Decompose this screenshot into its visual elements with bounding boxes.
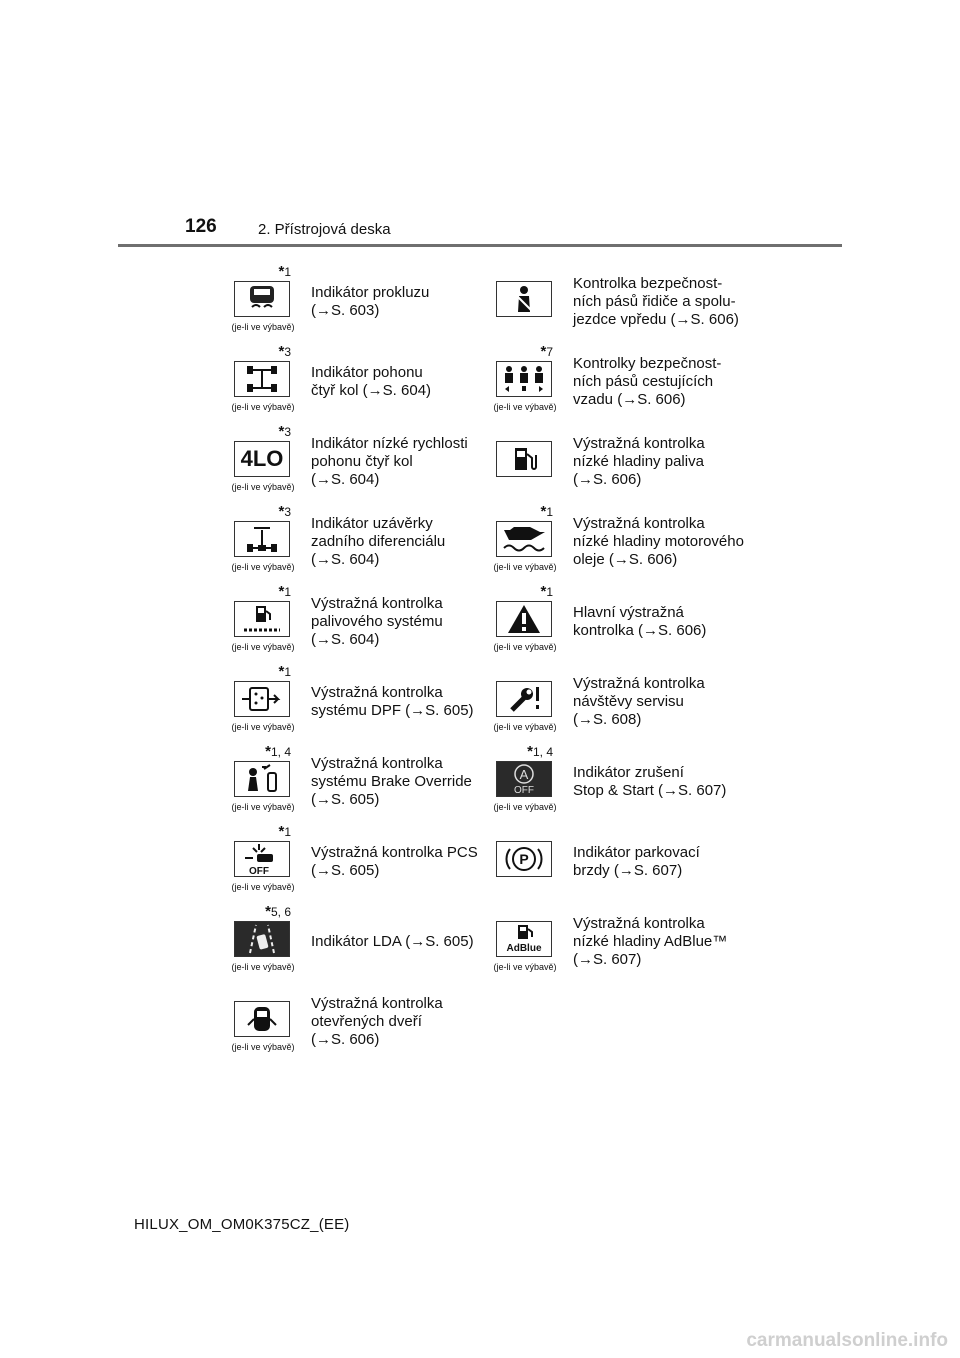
availability-note: (je-li ve výbavě) [231,402,295,412]
indicator-description: Indikátor prokluzu (→S. 603) [311,284,430,319]
availability-note: (je-li ve výbavě) [493,562,557,572]
footnote-asterisk: * [278,583,285,600]
footnote-marker [278,583,291,600]
footnote-number: 7 [546,345,553,359]
svg-text:AdBlue: AdBlue [506,943,542,954]
footnote-marker [278,423,291,440]
brake-override-icon [234,761,290,797]
indicator-description: Indikátor uzávěrky zadního diferenciálu (→S. 604) [311,515,446,568]
footnote-marker [540,583,553,600]
indicator-description: Výstražná kontrolka nízké hladiny motorového oleje (→S. 606) [573,515,744,568]
footnote-marker [527,743,553,760]
pcs-off-icon [234,841,290,877]
availability-note: (je-li ve výbavě) [493,642,557,652]
indicator-icon-area [225,342,303,422]
svg-text:P: P [519,851,529,867]
availability-note: (je-li ve výbavě) [493,402,557,412]
indicator-description: Výstražná kontrolka návštěvy servisu (→S. 608) [573,675,705,728]
footnote-marker [278,263,291,280]
indicator-cell-left [225,582,485,662]
dpf-icon [234,681,290,717]
master-warning-icon [496,601,552,637]
indicator-cell-right [487,662,757,742]
slip-icon [234,281,290,317]
indicator-description: Indikátor pohonu čtyř kol (→S. 604) [311,364,432,399]
adblue-icon [496,921,552,957]
footnote-marker [540,503,553,520]
footnote-asterisk: * [265,743,271,760]
4wd-icon [234,361,290,397]
parking-brake-icon [496,841,552,877]
footnote-asterisk: * [278,343,285,360]
door-open-icon [234,1001,290,1037]
indicator-row [0,822,960,902]
indicator-row [0,582,960,662]
footnote-number: 1 [284,265,291,279]
footnote-asterisk: * [278,263,285,280]
availability-note: (je-li ve výbavě) [231,562,295,572]
footnote-asterisk: * [278,823,285,840]
footnote-asterisk: * [540,583,547,600]
availability-note: (je-li ve výbavě) [231,322,295,332]
indicator-description: Indikátor nízké rychlosti pohonu čtyř kol (→S. 604) [311,435,468,488]
indicator-icon-area [225,822,303,902]
watermark: carmanualsonline.info [746,1330,948,1351]
footnote-number: 1, 4 [532,745,553,759]
indicator-cell-left [225,982,485,1062]
indicator-cell-right [487,502,757,582]
lda-icon [234,921,290,957]
footnote-number: 1 [284,665,291,679]
footnote-asterisk: * [278,423,285,440]
indicator-row [0,662,960,742]
indicator-icon-area [225,422,303,502]
indicator-cell-right [487,742,757,822]
indicator-icon-area [225,902,303,982]
indicator-cell-left [225,662,485,742]
indicator-row [0,742,960,822]
indicator-cell-left [225,902,485,982]
indicator-icon-area [225,502,303,582]
footnote-number: 3 [284,505,291,519]
footnote-number: 1, 4 [270,745,291,759]
availability-note: (je-li ve výbavě) [231,962,295,972]
footnote-asterisk: * [278,663,285,680]
diff-lock-icon [234,521,290,557]
availability-note: (je-li ve výbavě) [231,1042,295,1052]
availability-note: (je-li ve výbavě) [493,802,557,812]
indicator-icon-area [225,662,303,742]
indicator-cell-left [225,422,485,502]
availability-note: (je-li ve výbavě) [231,802,295,812]
svg-text:A: A [519,767,529,782]
indicator-icon-area [487,262,565,342]
indicator-icon-area [487,742,565,822]
availability-note: (je-li ve výbavě) [231,722,295,732]
indicator-description: Indikátor zrušení Stop & Start (→S. 607) [573,764,727,799]
service-wrench-icon [496,681,552,717]
fuel-system-icon [234,601,290,637]
footnote-number: 3 [284,425,291,439]
footnote-number: 1 [284,825,291,839]
footnote-asterisk: * [540,503,547,520]
indicator-description: Výstražná kontrolka nízké hladiny AdBlue™ (→S. 607) [573,915,728,968]
indicator-description: Indikátor parkovací brzdy (→S. 607) [573,844,700,879]
indicator-description: Výstražná kontrolka systému Brake Override (→S. 605) [311,755,472,808]
footnote-marker [265,743,291,760]
indicator-row [0,502,960,582]
footnote-marker [278,503,291,520]
indicator-cell-left [225,342,485,422]
indicator-description: Hlavní výstražná kontrolka (→S. 606) [573,604,707,639]
indicator-cell-right [487,822,757,902]
indicator-description: Kontrolka bezpečnost- ních pásů řidiče a spolu- jezdce vpředu (→S. 606) [573,275,739,328]
indicator-description: Kontrolky bezpečnost- ních pásů cestujících vzadu (→S. 606) [573,355,722,408]
availability-note: (je-li ve výbavě) [493,722,557,732]
footnote-asterisk: * [278,503,285,520]
oil-level-icon [496,521,552,557]
indicator-cell-right [487,422,757,502]
footer-code: HILUX_OM_OM0K375CZ_(EE) [134,1216,350,1233]
footnote-number: 1 [546,505,553,519]
availability-note: (je-li ve výbavě) [231,482,295,492]
indicator-cell-left [225,822,485,902]
indicator-icon-area [225,262,303,342]
4lo-icon [234,441,290,477]
indicator-description: Výstražná kontrolka otevřených dveří (→S. 606) [311,995,443,1048]
header-rule [118,244,842,247]
fuel-pump-icon [496,441,552,477]
indicator-cell-right [487,902,757,982]
footnote-marker [265,903,291,920]
indicator-icon-area [225,582,303,662]
indicator-row [0,982,960,1062]
indicator-cell-right [487,582,757,662]
indicator-icon-area [487,502,565,582]
stop-start-off-icon [496,761,552,797]
footnote-asterisk: * [540,343,547,360]
indicator-icon-area [225,742,303,822]
footnote-number: 3 [284,345,291,359]
indicator-description: Výstražná kontrolka nízké hladiny paliva (→S. 606) [573,435,705,488]
availability-note: (je-li ve výbavě) [231,882,295,892]
section-title: 2. Přístrojová deska [258,221,391,238]
indicator-icon-area [487,582,565,662]
indicator-icon-area [487,342,565,422]
footnote-asterisk: * [265,903,271,920]
footnote-asterisk: * [527,743,533,760]
footnote-number: 5, 6 [270,905,291,919]
indicator-description: Výstražná kontrolka palivového systému (→S. 604) [311,595,443,648]
indicator-row [0,342,960,422]
indicator-icon-area [487,822,565,902]
indicator-icon-area [487,662,565,742]
indicator-row [0,902,960,982]
footnote-marker [540,343,553,360]
indicator-icon-area [225,982,303,1062]
indicator-row [0,262,960,342]
availability-note: (je-li ve výbavě) [493,962,557,972]
seatbelt-icon [496,281,552,317]
indicator-icon-area [487,422,565,502]
svg-text:OFF: OFF [514,785,534,796]
indicator-table [0,262,960,1062]
indicator-cell-right [487,262,757,342]
svg-text:OFF: OFF [249,866,269,876]
footnote-number: 1 [284,585,291,599]
footnote-marker [278,663,291,680]
footnote-marker [278,343,291,360]
indicator-description: Výstražná kontrolka PCS (→S. 605) [311,844,478,879]
indicator-row [0,422,960,502]
indicator-cell-left [225,742,485,822]
indicator-cell-right [487,342,757,422]
rear-seatbelt-icon [496,361,552,397]
footnote-marker [278,823,291,840]
page-number: 126 [185,216,217,237]
indicator-icon-area [487,902,565,982]
indicator-cell-left [225,262,485,342]
footnote-number: 1 [546,585,553,599]
indicator-description: Výstražná kontrolka systému DPF (→S. 605) [311,684,474,719]
indicator-cell-left [225,502,485,582]
indicator-description: Indikátor LDA (→S. 605) [311,933,474,950]
4lo-text: 4LO [240,446,284,471]
availability-note: (je-li ve výbavě) [231,642,295,652]
